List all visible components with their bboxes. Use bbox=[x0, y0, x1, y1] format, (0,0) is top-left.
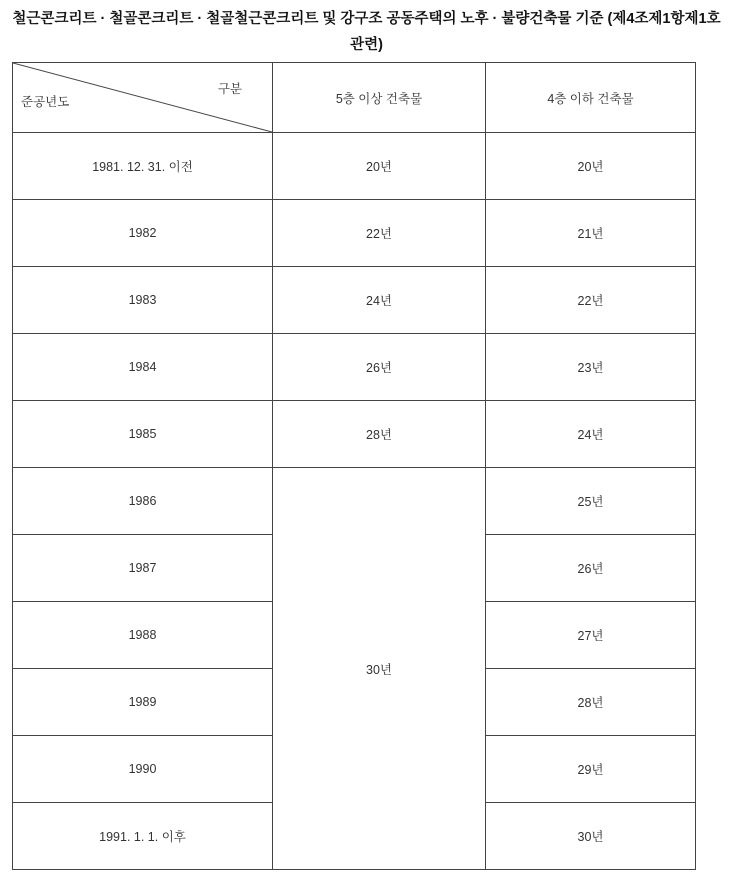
year-cell: 1987 bbox=[13, 535, 273, 602]
below4-cell: 24년 bbox=[486, 401, 696, 468]
year-cell: 1990 bbox=[13, 736, 273, 803]
table-row bbox=[13, 468, 696, 535]
above5-cell: 20년 bbox=[273, 133, 486, 200]
title-line-1: 철근콘크리트 · 철골콘크리트 · 철골철근콘크리트 및 강구조 공동주택의 노후 · 불량건축물 기준 (제4조제1항제1호 bbox=[12, 11, 721, 27]
below4-cell: 29년 bbox=[486, 736, 696, 803]
document-title bbox=[0, 6, 733, 58]
below4-cell: 23년 bbox=[486, 334, 696, 401]
below4-cell: 27년 bbox=[486, 602, 696, 669]
above5-cell: 22년 bbox=[273, 200, 486, 267]
table-header-row bbox=[13, 63, 696, 133]
table-row bbox=[13, 267, 696, 334]
table-row bbox=[13, 200, 696, 267]
table-row bbox=[13, 334, 696, 401]
year-cell: 1982 bbox=[13, 200, 273, 267]
below4-cell: 30년 bbox=[486, 803, 696, 870]
table-row bbox=[13, 133, 696, 200]
year-cell: 1991. 1. 1. 이후 bbox=[13, 803, 273, 870]
year-cell: 1986 bbox=[13, 468, 273, 535]
below4-cell: 26년 bbox=[486, 535, 696, 602]
corner-bottom-label: 준공년도 bbox=[21, 95, 70, 109]
header-above-5-floors: 5층 이상 건축물 bbox=[273, 63, 486, 133]
below4-cell: 28년 bbox=[486, 669, 696, 736]
table-row bbox=[13, 401, 696, 468]
year-cell: 1985 bbox=[13, 401, 273, 468]
title-line-2: 관련) bbox=[350, 37, 383, 53]
year-cell: 1981. 12. 31. 이전 bbox=[13, 133, 273, 200]
year-cell: 1988 bbox=[13, 602, 273, 669]
above5-merged-cell: 30년 bbox=[273, 468, 486, 870]
year-cell: 1983 bbox=[13, 267, 273, 334]
below4-cell: 20년 bbox=[486, 133, 696, 200]
corner-header-cell bbox=[13, 63, 273, 133]
above5-cell: 26년 bbox=[273, 334, 486, 401]
above5-cell: 24년 bbox=[273, 267, 486, 334]
criteria-table bbox=[12, 62, 696, 870]
below4-cell: 21년 bbox=[486, 200, 696, 267]
year-cell: 1989 bbox=[13, 669, 273, 736]
year-cell: 1984 bbox=[13, 334, 273, 401]
above5-cell: 28년 bbox=[273, 401, 486, 468]
below4-cell: 25년 bbox=[486, 468, 696, 535]
below4-cell: 22년 bbox=[486, 267, 696, 334]
header-below-4-floors: 4층 이하 건축물 bbox=[486, 63, 696, 133]
corner-top-label: 구분 bbox=[217, 82, 242, 96]
